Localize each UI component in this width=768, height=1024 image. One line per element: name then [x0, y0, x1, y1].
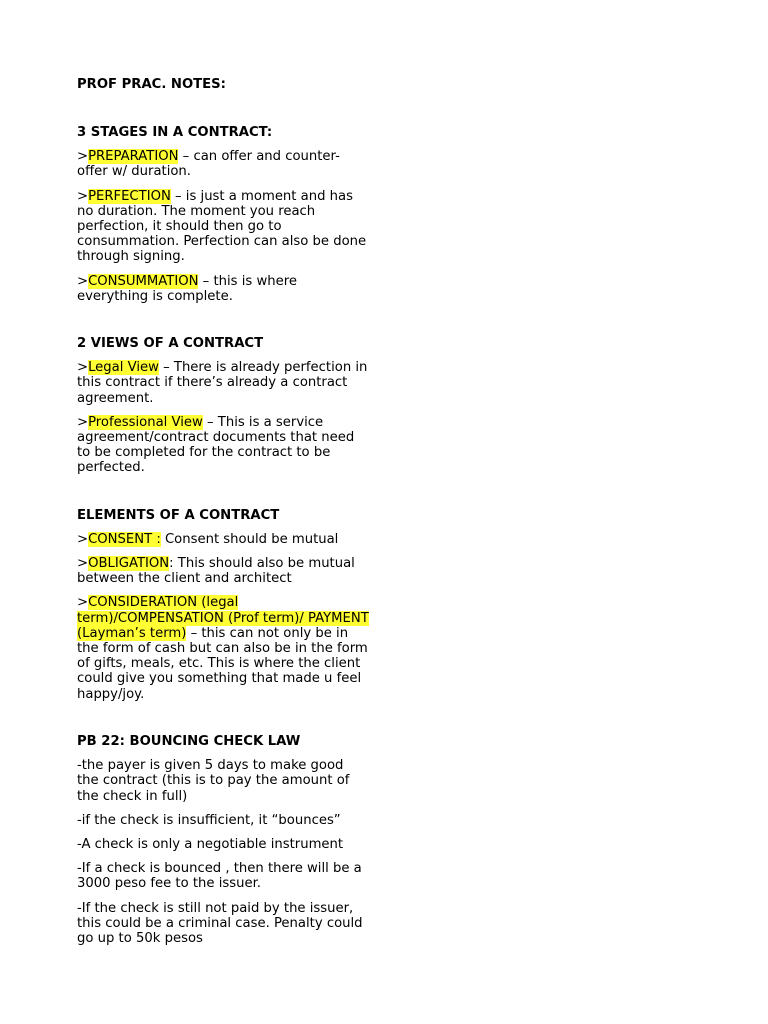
section-heading-bouncing-check: PB 22: BOUNCING CHECK LAW: [77, 733, 301, 749]
item-text: – There is already perfection in this contract if there’s already a contract agreement.: [77, 360, 368, 406]
list-item-consummation: [77, 274, 369, 304]
item-text: Consent should be mutual: [160, 531, 339, 547]
list-item-criminal-case: -If the check is still not paid by the issuer, this could be a criminal case. Penalty could go up to 50k pesos: [77, 900, 363, 946]
section-heading-elements: ELEMENTS OF A CONTRACT: [77, 507, 280, 523]
item-text: : This should also be mutual between the client and architect: [77, 556, 355, 587]
section-heading-stages: 3 STAGES IN A CONTRACT:: [77, 125, 273, 140]
highlighted-term: PREPARATION: [88, 149, 179, 165]
item-text: – This is a service agreement/contract documents that need to be completed for the contract to be perfected.: [77, 414, 355, 476]
list-item-perfection: [77, 189, 369, 265]
item-prefix: >: [77, 360, 89, 376]
item-text: – this can not only be in the form of cash but can also be in the form of gifts, meals, etc. This is where the client could give you something that made u feel happy/joy.: [77, 625, 368, 702]
list-item-negotiable: -A check is only a negotiable instrument: [77, 836, 344, 852]
highlighted-term: PERFECTION: [88, 188, 171, 204]
item-prefix: >: [77, 414, 89, 430]
item-prefix: >: [77, 595, 89, 611]
item-prefix: >: [77, 188, 89, 204]
list-item-professional-view: [77, 415, 369, 476]
list-item-obligation: [77, 556, 369, 586]
highlighted-term: CONSIDERATION (legal term)/COMPENSATION (Prof term)/ PAYMENT (Layman’s term): [77, 595, 369, 641]
highlighted-term: Legal View: [88, 360, 159, 376]
item-prefix: >: [77, 556, 89, 572]
highlighted-term: OBLIGATION: [88, 556, 170, 572]
list-item-fee: -If a check is bounced , then there will be a 3000 peso fee to the issuer.: [77, 861, 362, 892]
item-prefix: >: [77, 531, 89, 547]
highlighted-term: CONSUMMATION: [88, 273, 199, 289]
highlighted-term: CONSENT :: [88, 531, 161, 547]
list-item-consent: [77, 532, 369, 547]
document-page: [77, 77, 369, 946]
item-prefix: >: [77, 273, 89, 289]
list-item-preparation: [77, 149, 369, 179]
list-item-insufficient: -if the check is insufficient, it “bounces”: [77, 812, 341, 828]
list-item-legal-view: [77, 360, 369, 406]
item-text: – is just a moment and has no duration. The moment you reach perfection, it should then go to consummation. Perfection can also be done through signing.: [77, 188, 367, 265]
highlighted-term: Professional View: [88, 414, 203, 430]
item-prefix: >: [77, 149, 89, 165]
list-item-consideration: [77, 595, 369, 701]
item-text: – this is where everything is complete.: [77, 273, 297, 304]
document-title: PROF PRAC. NOTES:: [77, 77, 226, 92]
section-heading-views: 2 VIEWS OF A CONTRACT: [77, 336, 264, 352]
list-item-payer-days: -the payer is given 5 days to make good the contract (this is to pay the amount of the check in full): [77, 758, 350, 804]
item-text: – can offer and counter-offer w/ duration.: [77, 149, 340, 180]
